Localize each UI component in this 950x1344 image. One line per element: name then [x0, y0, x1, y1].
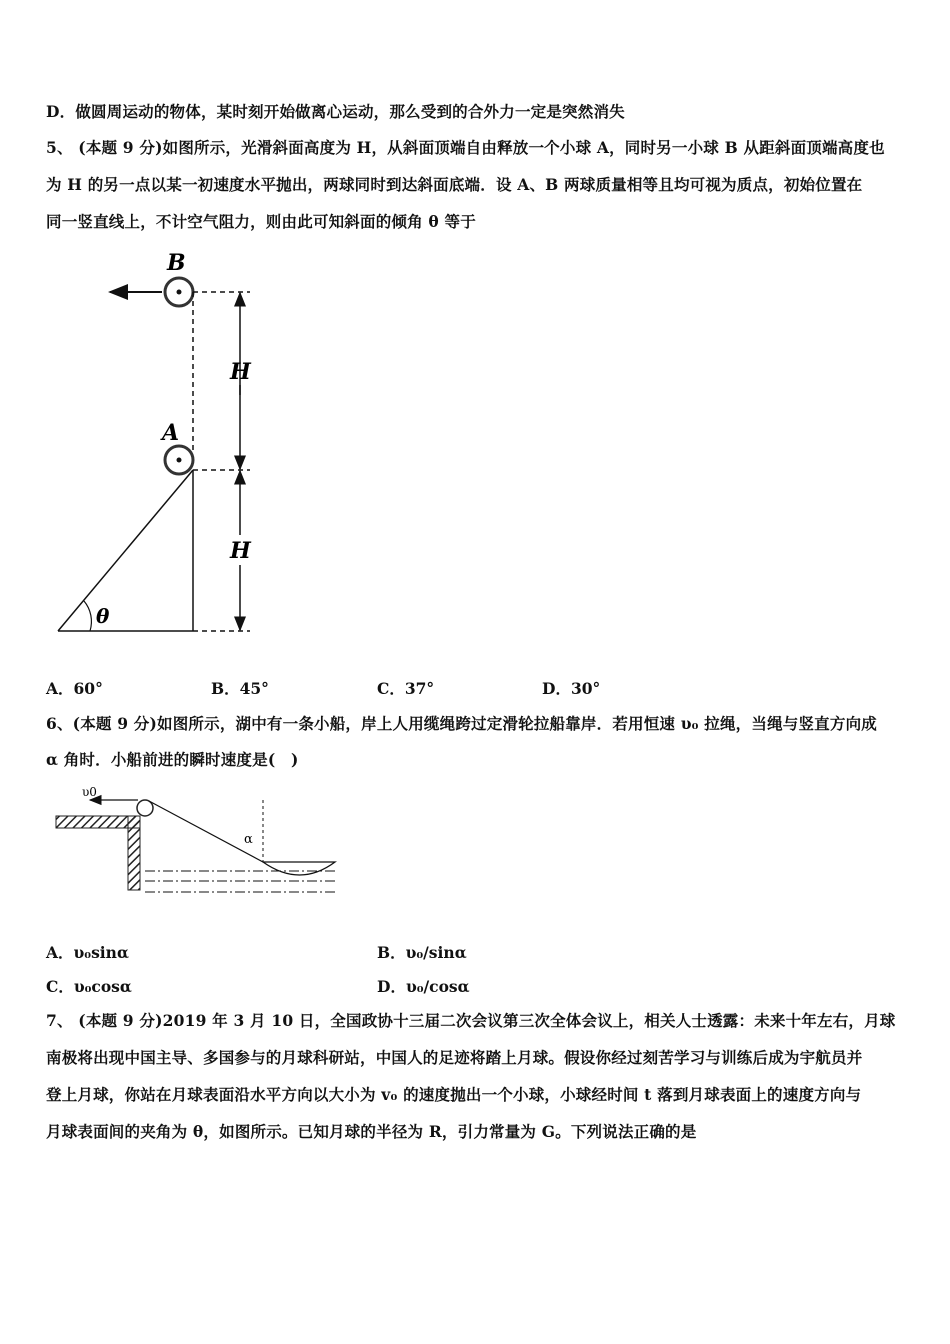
- label-a: A: [162, 420, 180, 446]
- label-theta: θ: [96, 604, 110, 628]
- q5-line-3: 同一竖直线上，不计空气阻力，则由此可知斜面的倾角 θ 等于: [46, 212, 476, 231]
- q7-line-3: 登上月球，你站在月球表面沿水平方向以大小为 v₀ 的速度抛出一个小球，小球经时间 t 落到月球表面上的速度方向与: [46, 1085, 862, 1104]
- q5-option-c: C．37°: [377, 679, 435, 698]
- label-v0: υ0: [82, 785, 97, 799]
- incline: [58, 470, 193, 631]
- q6-line-1: 6、(本题 9 分)如图所示，湖中有一条小船，岸上人用缆绳跨过定滑轮拉船靠岸．若用恒速 υ₀ 拉绳，当绳与竖直方向成: [46, 714, 877, 733]
- q7-line-4: 月球表面间的夹角为 θ，如图所示。已知月球的半径为 R，引力常量为 G。下列说法正确的是: [46, 1122, 697, 1141]
- label-h-bottom: H: [230, 538, 251, 564]
- q6-option-b: B．υ₀/sinα: [377, 943, 467, 962]
- q5-option-b: B．45°: [211, 679, 269, 698]
- q5-figure: [50, 245, 270, 645]
- q5-option-a: A．60°: [46, 679, 103, 698]
- label-b: B: [167, 250, 186, 276]
- q5-line-1: 5、 (本题 9 分)如图所示，光滑斜面高度为 H，从斜面顶端自由释放一个小球 A，同时另一小球 B 从距斜面顶端高度也: [46, 138, 885, 157]
- label-alpha: α: [244, 832, 253, 847]
- q7-line-2: 南极将出现中国主导、多国参与的月球科研站，中国人的足迹将踏上月球。假设你经过刻苦学习与训练后成为宇航员并: [46, 1048, 863, 1067]
- q5-line-2: 为 H 的另一点以某一初速度水平抛出，两球同时到达斜面底端．设 A、B 两球质量相等且均可视为质点，初始位置在: [46, 175, 863, 194]
- shore: [56, 816, 140, 828]
- q6-option-d: D．υ₀/cosα: [377, 977, 470, 996]
- q7-line-1: 7、 (本题 9 分)2019 年 3 月 10 日，全国政协十三届二次会议第三次全体会议上，相关人士透露：未来十年左右，月球: [46, 1011, 896, 1030]
- q6-option-a: A．υ₀sinα: [46, 943, 129, 962]
- q6-option-c: C．υ₀cosα: [46, 977, 132, 996]
- q6-line-2: α 角时．小船前进的瞬时速度是( ): [46, 750, 299, 769]
- label-h-top: H: [230, 359, 251, 385]
- q6-figure: [50, 782, 350, 902]
- q5-option-d: D．30°: [542, 679, 601, 698]
- boat: [263, 862, 335, 875]
- prev-option-d: D．做圆周运动的物体，某时刻开始做离心运动，那么受到的合外力一定是突然消失: [46, 102, 625, 121]
